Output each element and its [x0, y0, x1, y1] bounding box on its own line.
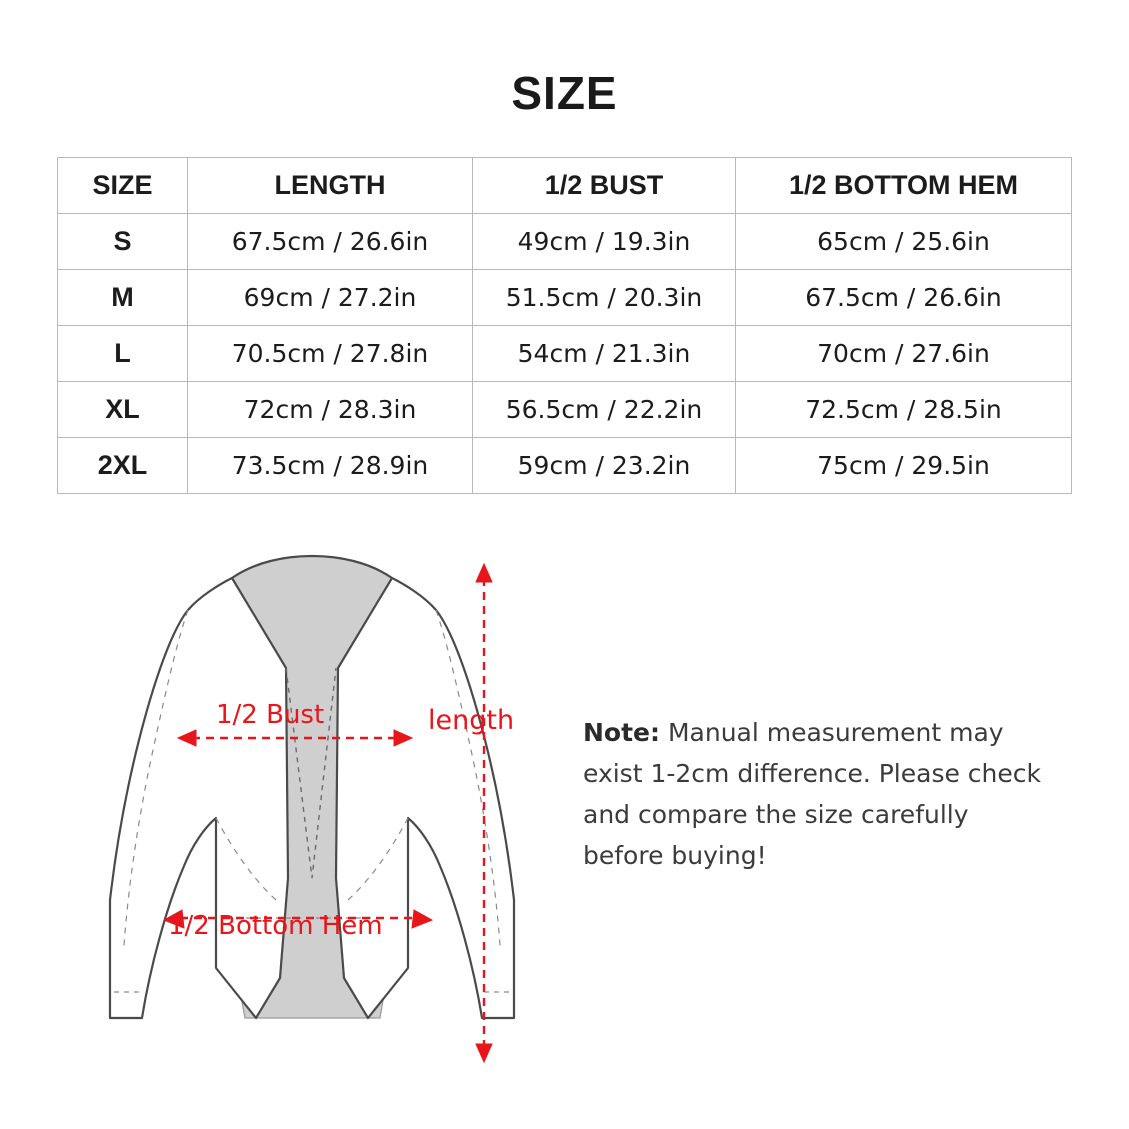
cell-bust: 49cm / 19.3in: [473, 214, 736, 270]
cell-size: 2XL: [58, 438, 188, 494]
cell-size: XL: [58, 382, 188, 438]
cell-size: L: [58, 326, 188, 382]
left-front-panel: [110, 578, 288, 1018]
column-header-bust: 1/2 BUST: [473, 158, 736, 214]
size-chart-table: [57, 157, 1072, 494]
cell-length: 70.5cm / 27.8in: [188, 326, 473, 382]
table-row: [58, 326, 1072, 382]
table-row: [58, 270, 1072, 326]
cell-hem: 65cm / 25.6in: [736, 214, 1072, 270]
cell-length: 67.5cm / 26.6in: [188, 214, 473, 270]
cell-hem: 67.5cm / 26.6in: [736, 270, 1072, 326]
garment-diagram: [80, 548, 550, 1078]
table-header-row: [58, 158, 1072, 214]
cell-bust: 56.5cm / 22.2in: [473, 382, 736, 438]
hem-arrow-right: [412, 910, 432, 928]
cardigan-illustration: [110, 556, 514, 1018]
measurement-note: [583, 712, 1043, 876]
cell-bust: 54cm / 21.3in: [473, 326, 736, 382]
table-row: [58, 382, 1072, 438]
cell-hem: 70cm / 27.6in: [736, 326, 1072, 382]
length-arrow-top: [476, 564, 492, 582]
cell-length: 72cm / 28.3in: [188, 382, 473, 438]
column-header-length: LENGTH: [188, 158, 473, 214]
cell-bust: 59cm / 23.2in: [473, 438, 736, 494]
table-row: [58, 214, 1072, 270]
cell-hem: 72.5cm / 28.5in: [736, 382, 1072, 438]
cell-bust: 51.5cm / 20.3in: [473, 270, 736, 326]
note-text: Manual measurement may exist 1-2cm difference. Please check and compare the size carefully before buying!: [583, 718, 1041, 870]
note-label: Note:: [583, 718, 661, 747]
cell-length: 73.5cm / 28.9in: [188, 438, 473, 494]
label-half-bottom-hem: 1/2 Bottom Hem: [168, 911, 383, 941]
right-front-panel: [336, 578, 514, 1018]
table-row: [58, 438, 1072, 494]
column-header-size: SIZE: [58, 158, 188, 214]
cell-size: S: [58, 214, 188, 270]
cell-size: M: [58, 270, 188, 326]
cell-length: 69cm / 27.2in: [188, 270, 473, 326]
cell-hem: 75cm / 29.5in: [736, 438, 1072, 494]
length-arrow-bottom: [476, 1044, 492, 1062]
column-header-hem: 1/2 BOTTOM HEM: [736, 158, 1072, 214]
label-half-bust: 1/2 Bust: [216, 700, 325, 730]
page-title: SIZE: [511, 67, 618, 119]
label-length: length: [428, 705, 515, 736]
